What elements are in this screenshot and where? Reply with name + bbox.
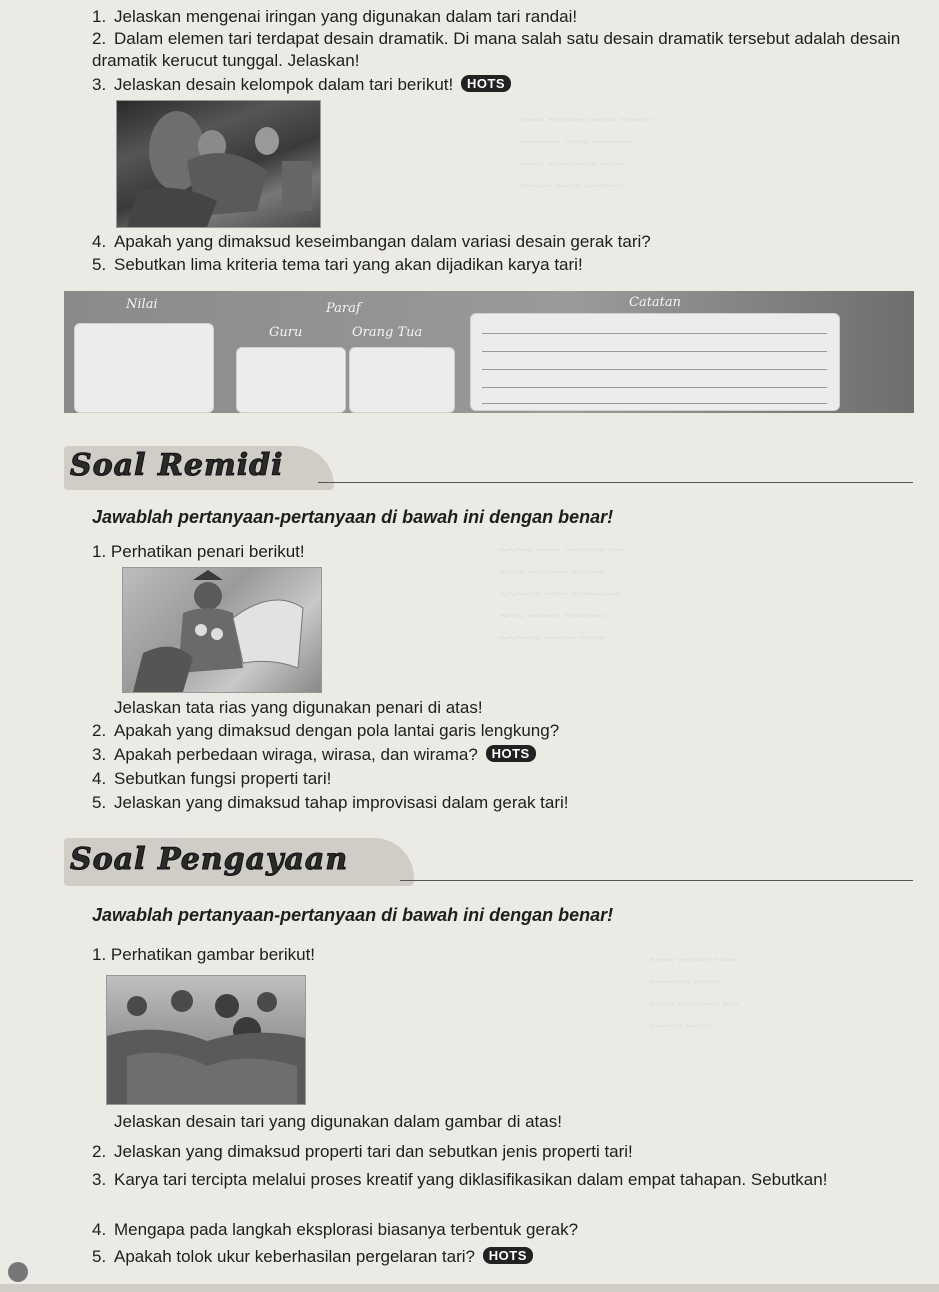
hots-badge: HOTS [461,75,511,92]
question-number: 4. [92,232,107,251]
question-number: 5. [92,255,107,274]
pengayaan-question-4 [92,1219,578,1241]
remidi-question-2 [92,720,559,742]
page-bottom-edge [0,1284,939,1292]
question-number: 2. [92,1142,107,1161]
nilai-box[interactable] [74,323,214,413]
question-3 [92,74,511,96]
question-number: 2. [92,29,107,48]
catatan-label: Catatan [629,295,682,310]
question-text: Sebutkan fungsi properti tari! [114,769,332,788]
question-number: 5. [92,793,107,812]
question-text: Apakah yang dimaksud keseimbangan dalam variasi desain gerak tari? [114,232,651,251]
guru-label: Guru [269,325,303,340]
remidi-instruction: Jawablah pertanyaan-pertanyaan di bawah ini dengan benar! [92,507,614,527]
question-number: 2. [92,721,107,740]
question-number: 4. [92,769,107,788]
question-number: 3. [92,1170,107,1189]
group-dance-photo [116,100,321,228]
question-text: Sebutkan lima kriteria tema tari yang akan dijadikan karya tari! [114,255,583,274]
remidi-question-1-intro: 1. Perhatikan penari berikut! [92,542,305,561]
pengayaan-question-1-intro: 1. Perhatikan gambar berikut! [92,945,316,964]
catatan-line [482,333,827,334]
catatan-line [482,351,827,352]
question-text: Dalam elemen tari terdapat desain dramatik. Di mana salah satu desain dramatik tersebut adalah desain dramatik kerucut tunggal. Jelaskan! [92,29,901,70]
remidi-question-1-text: Jelaskan tata rias yang digunakan penari di atas! [114,698,483,717]
remidi-question-5 [92,792,569,814]
pengayaan-title-rule [400,880,913,881]
question-text: Jelaskan mengenai iringan yang digunakan dalam tari randai! [114,7,578,26]
group-dancers-photo [106,975,306,1105]
bleed-through-texture: ~~~~ ~~~ ~~~~~ ~~ ~~~ ~~~~~ ~~~~ ~~~~~ ~~~ ~~~~~~ ~~~ ~~~~ ~~~~~ ~~~~~ ~~~~ ~~~ [500,543,625,647]
remidi-title: Soal Remidi [70,448,284,483]
penari-photo [122,567,322,693]
catatan-box[interactable] [470,313,840,411]
question-number: 5. [92,1247,107,1266]
guru-paraf-box[interactable] [236,347,346,413]
question-number: 1. [92,7,107,26]
question-text: Mengapa pada langkah eksplorasi biasanya terbentuk gerak? [114,1220,579,1239]
question-text: Jelaskan yang dimaksud properti tari dan sebutkan jenis properti tari! [114,1142,633,1161]
binder-hole [8,1262,28,1282]
question-5 [92,254,583,276]
pengayaan-question-2 [92,1141,633,1163]
penari-illustration [123,568,321,692]
orang-tua-paraf-box[interactable] [349,347,455,413]
remidi-title-rule [318,482,913,483]
catatan-line [482,387,827,388]
question-4 [92,231,651,253]
pengayaan-question-3 [92,1169,922,1191]
bleed-through-texture: ~~~ ~~~~~ ~~~ ~~~~ ~~~~~ ~~~ ~~~~~ ~~~ ~~~~~~ ~~~ ~~~~ ~~~ ~~~~~ [520,113,653,195]
question-number: 3. [92,75,107,94]
question-text: Apakah tolok ukur keberhasilan pergelaran tari? [114,1247,476,1266]
group-dancers-illustration [107,976,305,1104]
bleed-through-texture: ~~~ ~~~~ ~~~ ~~~~~ ~~~ ~~~ ~~~~~ ~~ ~~~~ ~~~ [650,953,739,1035]
catatan-line [482,369,827,370]
question-1 [92,6,577,28]
orang-tua-label: Orang Tua [352,325,423,340]
dancers-illustration [117,101,320,227]
question-text: Apakah yang dimaksud dengan pola lantai garis lengkung? [114,721,560,740]
paraf-label: Paraf [326,301,361,316]
nilai-label: Nilai [126,297,158,312]
pengayaan-question-1-text: Jelaskan desain tari yang digunakan dalam gambar di atas! [114,1112,562,1131]
question-text: Karya tari tercipta melalui proses kreatif yang diklasifikasikan dalam empat tahapan. Sebutkan! [114,1170,828,1189]
question-number: 4. [92,1220,107,1239]
question-text: Apakah perbedaan wiraga, wirasa, dan wirama? [114,745,478,764]
question-number: 3. [92,745,107,764]
remidi-question-3 [92,744,536,766]
pengayaan-title: Soal Pengayaan [70,842,349,877]
hots-badge: HOTS [486,745,536,762]
hots-badge: HOTS [483,1247,533,1264]
pengayaan-question-5 [92,1246,533,1268]
question-text: Jelaskan desain kelompok dalam tari berikut! [114,75,454,94]
remidi-question-4 [92,768,331,790]
catatan-line [482,403,827,404]
pengayaan-instruction: Jawablah pertanyaan-pertanyaan di bawah ini dengan benar! [92,905,614,925]
question-text: Jelaskan yang dimaksud tahap improvisasi dalam gerak tari! [114,793,569,812]
score-bar [64,291,914,413]
question-2 [92,28,917,72]
